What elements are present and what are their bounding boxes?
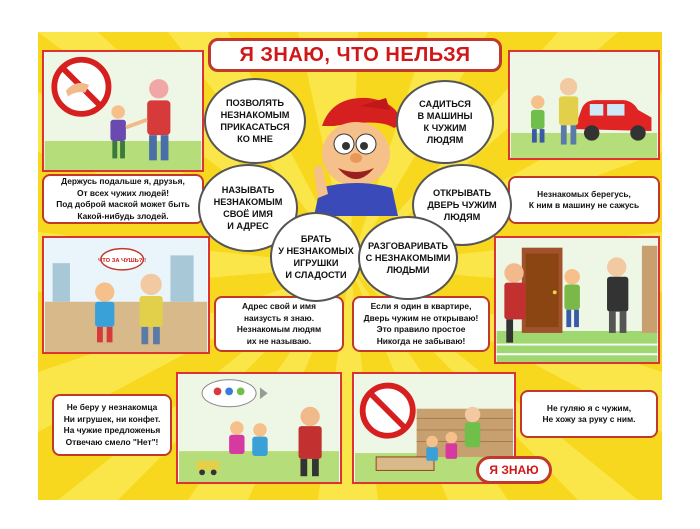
bubble-line: ПОЗВОЛЯТЬ bbox=[225, 98, 285, 108]
caption-line: Держусь подальше я, друзья, bbox=[61, 176, 185, 186]
bubble-line: К ЧУЖИМ bbox=[423, 123, 467, 133]
prohibition-sign-icon bbox=[54, 60, 108, 114]
caption-line: Незнакомых берегусь, bbox=[537, 188, 631, 199]
bubble-line: ЛЮДЬМИ bbox=[386, 265, 430, 275]
bubble-toys bbox=[270, 212, 362, 302]
mascot-boy-icon bbox=[300, 92, 410, 216]
caption-5 bbox=[52, 394, 172, 456]
caption-line: Не хожу за руку с ним. bbox=[542, 414, 636, 424]
bubble-talk bbox=[358, 216, 458, 300]
i-know-badge: Я ЗНАЮ bbox=[476, 456, 552, 484]
caption-line: На чужие предложенья bbox=[63, 425, 161, 435]
speech-bubble-text: ЧТО ЗА ЧУШЬ?!! bbox=[98, 258, 147, 265]
caption-3 bbox=[214, 296, 344, 352]
caption-line: Какой-нибудь злодей. bbox=[77, 210, 169, 221]
prohibition-sign-icon bbox=[363, 386, 413, 436]
caption-6 bbox=[520, 390, 658, 438]
bubble-line: ЛЮДЯМ bbox=[426, 135, 464, 145]
caption-line: Ни игрушек, ни конфет. bbox=[63, 413, 161, 424]
bubble-line: РАЗГОВАРИВАТЬ bbox=[367, 241, 449, 251]
poster-title: Я ЗНАЮ, ЧТО НЕЛЬЗЯ bbox=[208, 38, 502, 72]
caption-line: Никогда не забываю! bbox=[376, 335, 466, 346]
bubble-car bbox=[396, 80, 494, 164]
bubble-line: САДИТЬСЯ bbox=[419, 99, 471, 109]
bubble-line: НЕЗНАКОМЫМ bbox=[213, 197, 283, 207]
caption-line: Адрес свой и имя bbox=[241, 301, 316, 311]
picture-toys-sweets bbox=[176, 372, 342, 484]
bubble-line: НАЗЫВАТЬ bbox=[221, 185, 275, 195]
bubble-line: ДВЕРЬ ЧУЖИМ bbox=[427, 200, 497, 210]
caption-line: От всех чужих людей! bbox=[76, 187, 170, 198]
caption-line: их не называю. bbox=[246, 335, 312, 346]
bubble-line: БРАТЬ bbox=[300, 234, 332, 244]
picture-name-address bbox=[42, 236, 210, 354]
caption-line: Под доброй маской может быть bbox=[56, 199, 190, 209]
bubble-line: И АДРЕС bbox=[227, 221, 269, 231]
caption-line: Не гуляю я с чужим, bbox=[546, 402, 632, 413]
bubble-line: ИГРУШКИ bbox=[293, 258, 339, 268]
caption-line: Это правило простое bbox=[376, 324, 466, 334]
caption-line: Если я один в квартире, bbox=[370, 301, 472, 311]
bubble-touch bbox=[204, 78, 306, 164]
picture-stranger-touch bbox=[42, 50, 204, 172]
caption-line: Не беру у незнакомца bbox=[66, 402, 158, 412]
caption-line: наизусть я знаю. bbox=[243, 312, 315, 323]
bubble-line: В МАШИНЫ bbox=[417, 111, 473, 121]
picture-stranger-car bbox=[508, 50, 660, 160]
caption-line: Дверь чужим не открываю! bbox=[363, 312, 479, 323]
caption-line: К ним в машину не сажусь bbox=[528, 200, 640, 210]
bubble-line: СВОЁ ИМЯ bbox=[223, 209, 273, 219]
caption-line: Отвечаю смело "Нет"! bbox=[65, 436, 159, 447]
bubble-line: ПРИКАСАТЬСЯ bbox=[220, 122, 290, 132]
bubble-line: НЕЗНАКОМЫМ bbox=[220, 110, 290, 120]
bubble-line: С НЕЗНАКОМЫМИ bbox=[365, 253, 451, 263]
door-icon bbox=[522, 248, 563, 333]
picture-door bbox=[494, 236, 660, 364]
caption-4 bbox=[352, 296, 490, 352]
caption-line: Незнакомым людям bbox=[236, 324, 322, 334]
bubble-line: И СЛАДОСТИ bbox=[285, 270, 347, 280]
bubble-line: ОТКРЫВАТЬ bbox=[432, 188, 492, 198]
caption-1 bbox=[42, 174, 204, 224]
bubble-line: КО МНЕ bbox=[237, 134, 273, 144]
bubble-line: ЛЮДЯМ bbox=[443, 212, 481, 222]
bubble-line: У НЕЗНАКОМЫХ bbox=[278, 246, 354, 256]
caption-2 bbox=[508, 176, 660, 224]
